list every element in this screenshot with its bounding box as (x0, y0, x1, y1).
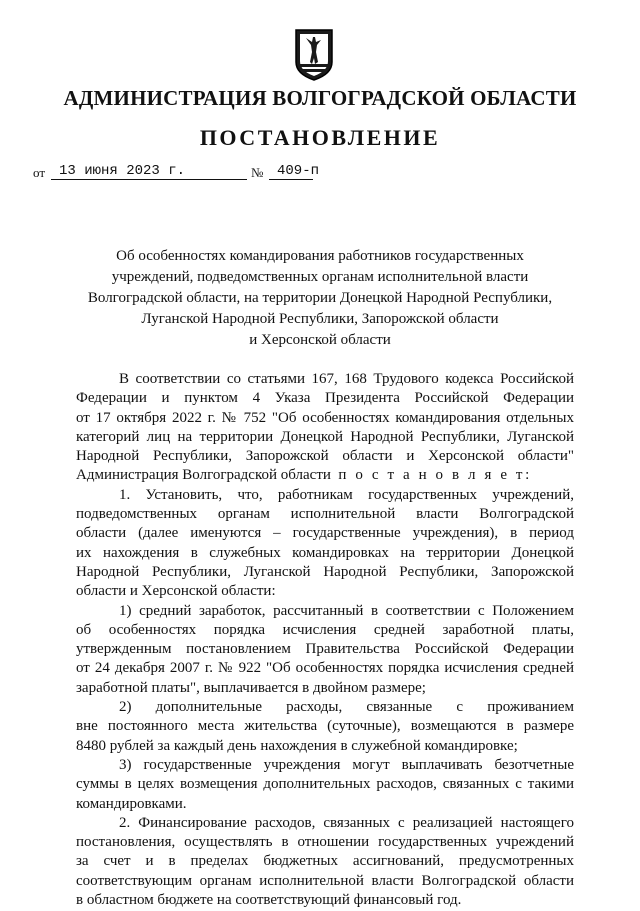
preamble-decree-line (76, 466, 574, 485)
subparagraph-3-line: 3) государственные учреждения могут выплачивать безотчетные (119, 756, 574, 773)
date-label: от (33, 165, 46, 180)
paragraph-1-line: подведомственных органам исполнительной власти Волгоградской (76, 506, 574, 523)
preamble-line: Народной Республики, Запорожской области и Херсонской области" (76, 448, 574, 465)
preamble-line: Федерации и пунктом 4 Указа Президента Российской Федерации (76, 390, 574, 407)
subject-heading (60, 246, 580, 351)
paragraph-2-line: за счет и в пределах бюджетных ассигнований, предусмотренных (76, 853, 574, 870)
subparagraph-1-line: утвержденным постановлением Правительства Российской Федерации (76, 641, 574, 658)
subparagraph-2-line: 8480 рублей за каждый день нахождения в служебной командировке; (76, 737, 518, 754)
subject-line: Волгоградской области, на территории Донецкой Народной Республики, (87, 290, 553, 306)
subparagraph-1-line: 1) средний заработок, рассчитанный в соответствии с Положением (119, 602, 574, 619)
subject-line: и Херсонской области (249, 332, 391, 348)
paragraph-1-line: их нахождения в служебных командировках на территории Донецкой (76, 544, 574, 561)
subject-line: Об особенностях командирования работников государственных (116, 248, 524, 264)
subparagraph-3-line: командировками. (76, 795, 187, 812)
document-body (76, 370, 574, 910)
subparagraph-1-line: заработной платы", выплачивается в двойном размере; (76, 679, 426, 696)
subparagraph-1-line: от 24 декабря 2007 г. № 922 "Об особенностях порядка исчисления средней (76, 660, 574, 677)
volgograd-coat-of-arms-icon (294, 28, 334, 82)
number-value: 409-п (269, 163, 313, 180)
subparagraph-2-line: 2) дополнительные расходы, связанные с проживанием (119, 699, 574, 716)
subparagraph-1-line: об особенностях порядка исчисления средней заработной платы, (76, 621, 574, 638)
subparagraph-3-line: суммы в целях возмещения дополнительных расходов, связанных с такими (76, 776, 574, 793)
preamble-authority: Администрация Волгоградской области (76, 467, 331, 484)
preamble-line: В соответствии со статьями 167, 168 Трудового кодекса Российской (119, 371, 574, 387)
date-value: 13 июня 2023 г. (51, 163, 247, 180)
decree-verb: п о с т а н о в л я е т: (338, 467, 532, 484)
paragraph-1-line: Народной Республики, Луганской Народной Республики, Запорожской (76, 563, 574, 580)
subparagraph-2-line: вне постоянного места жительства (суточные), возмещаются в размере (76, 718, 574, 735)
paragraph-1-line: области (далее именуются – государственные учреждения), в период (76, 525, 574, 542)
paragraph-2-line: 2. Финансирование расходов, связанных с реализацией настоящего (119, 814, 574, 831)
number-label: № (251, 165, 264, 180)
paragraph-1-line: области и Херсонской области: (76, 583, 276, 600)
paragraph-1-line: 1. Установить, что, работникам государственных учреждений, (119, 486, 574, 503)
organization-title: АДМИНИСТРАЦИЯ ВОЛГОГРАДСКОЙ ОБЛАСТИ (63, 86, 577, 110)
document-type-title: ПОСТАНОВЛЕНИЕ (199, 125, 441, 150)
paragraph-2-line: соответствующим органам исполнительной власти Волгоградской области (76, 872, 574, 889)
paragraph-2-line: в областном бюджете на соответствующий финансовый год. (76, 892, 462, 909)
subject-line: учреждений, подведомственных органам исполнительной власти (111, 269, 529, 285)
date-number-line (33, 160, 333, 184)
preamble-line: категорий лиц на территории Донецкой Народной Республики, Луганской (76, 428, 574, 445)
preamble-line: от 17 октября 2022 г. № 752 "Об особенностях командирования отдельных (76, 409, 574, 426)
subject-line: Луганской Народной Республики, Запорожской области (141, 311, 499, 327)
paragraph-2-line: постановления, осуществлять в отношении государственных учреждений (76, 834, 574, 851)
